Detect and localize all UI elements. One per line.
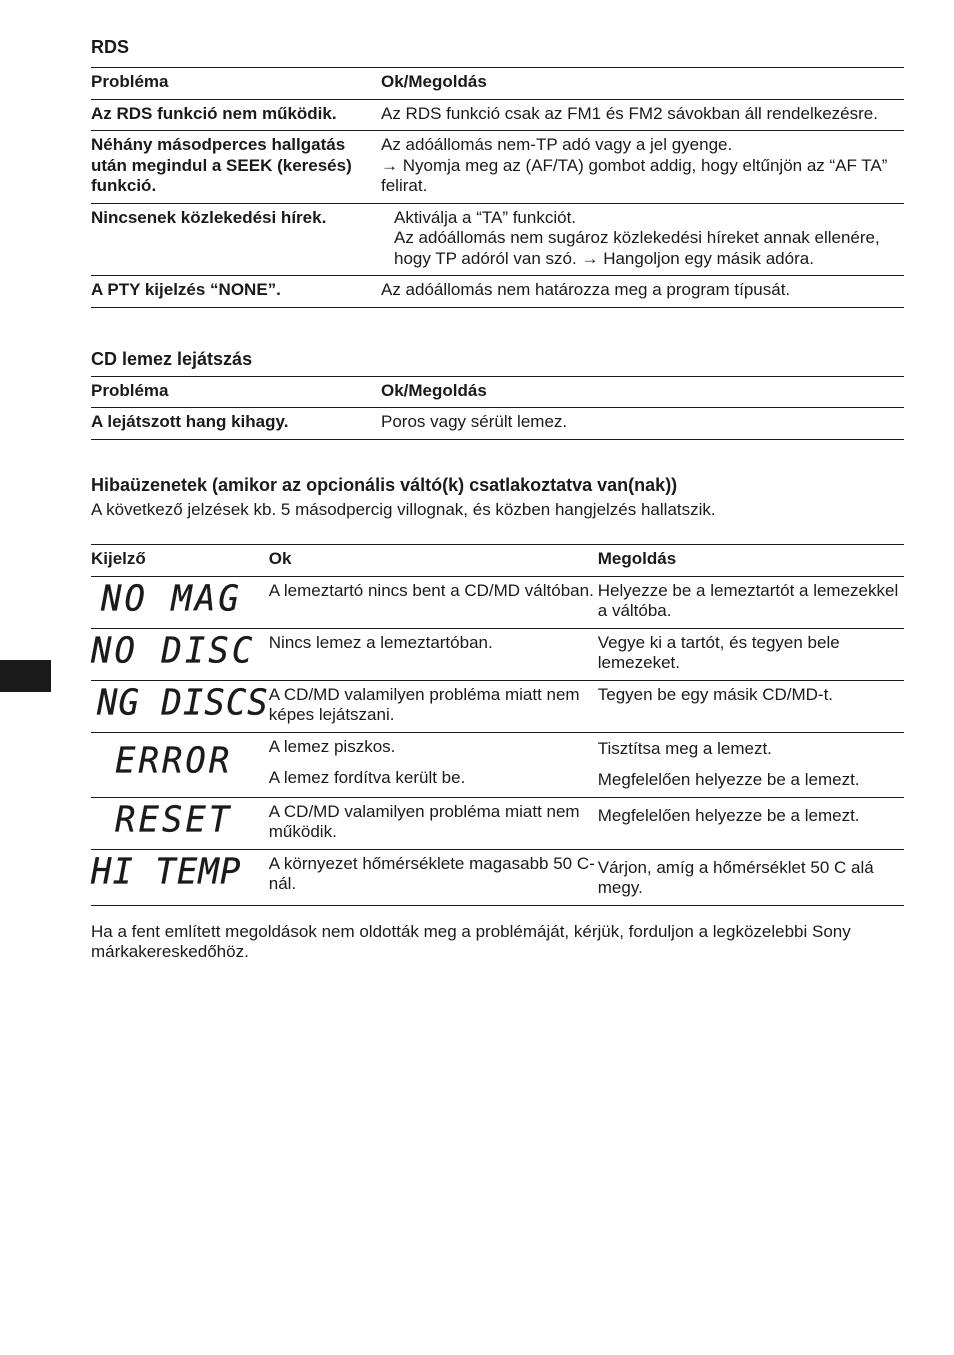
solution-cell: Poros vagy sérült lemez.: [381, 412, 568, 431]
cd-header-solution: Ok/Megoldás: [381, 380, 487, 400]
display-cell: [91, 628, 269, 680]
lcd-display-text: NG DISCS: [97, 681, 269, 724]
lcd-display-text: ERROR: [115, 739, 233, 782]
errors-table: [91, 544, 904, 906]
problem-cell: Néhány másodperces hallgatás után megindul a SEEK (keresés) funkció.: [91, 135, 352, 195]
errors-header-cause: Ok: [268, 549, 292, 568]
cd-section-title: CD lemez lejátszás: [91, 348, 253, 369]
problem-cell: Az RDS funkció nem működik.: [91, 103, 337, 123]
solution-cell: Helyezze be a lemeztartót a lemezekkel a váltóba.: [597, 580, 899, 620]
page-content: [91, 36, 904, 963]
cause-text: A lemez fordítva került be.: [268, 768, 466, 787]
table-row: [91, 628, 904, 680]
table-row: [91, 131, 904, 204]
table-row: [91, 576, 904, 628]
table-row: [91, 732, 904, 797]
rds-header-problem: Probléma: [91, 72, 169, 91]
errors-table-header: [91, 545, 904, 577]
problem-cell: A lejátszott hang kihagy.: [91, 412, 289, 431]
solution-cell: [598, 732, 904, 797]
arrow-icon: →: [581, 248, 599, 268]
table-row: [91, 797, 904, 849]
solution-cell: [381, 203, 904, 276]
table-row: [91, 408, 904, 440]
cause-cell: A CD/MD valamilyen probléma miatt nem működik.: [268, 801, 580, 841]
problem-cell: Nincsenek közlekedési hírek.: [91, 207, 327, 227]
cause-cell: A lemeztartó nincs bent a CD/MD váltóban.: [268, 580, 594, 600]
solution-cell: Megfelelően helyezze be a lemezt.: [597, 805, 860, 825]
cd-table: [91, 376, 904, 440]
solution-cell: Vegye ki a tartót, és tegyen bele lemezeket.: [597, 632, 840, 672]
table-row: [91, 849, 904, 905]
table-row: [91, 680, 904, 732]
cause-cell: A környezet hőmérséklete magasabb 50 C-nál.: [268, 853, 595, 893]
lcd-display-text: NO MAG: [101, 577, 242, 620]
solution-cell: [381, 131, 904, 204]
rds-section-title: RDS: [91, 37, 130, 57]
problem-cell: A PTY kijelzés “NONE”.: [91, 280, 281, 299]
solution-cell: Várjon, amíg a hőmérséklet 50 C alá megy.: [597, 857, 874, 897]
solution-text: Nyomja meg az (AF/TA) gombot addig, hogy eltűnjön az “AF TA” felirat.: [381, 155, 888, 195]
errors-intro: A következő jelzések kb. 5 másodpercig villognak, és közben hangjelzés hallatszik.: [91, 499, 716, 519]
solution-text: Tisztítsa meg a lemezt.: [597, 738, 772, 758]
solution-text: Az adóállomás nem sugároz közlekedési híreket annak ellenére, hogy TP adóról van szó.: [394, 228, 880, 268]
cause-text: A lemez piszkos.: [268, 736, 396, 756]
solution-text: Hangoljon egy másik adóra.: [603, 248, 814, 268]
page-side-tab: [0, 660, 51, 692]
rds-table: [91, 67, 904, 308]
solution-cell: Az adóállomás nem határozza meg a program típusát.: [381, 280, 791, 299]
display-cell: [91, 732, 269, 797]
errors-header-solution: Megoldás: [597, 549, 677, 568]
solution-text: Aktiválja a “TA” funkciót.: [394, 207, 577, 227]
errors-section-title: Hibaüzenetek (amikor az opcionális váltó(k) csatlakoztatva van(nak)): [91, 474, 678, 495]
display-cell: [91, 680, 269, 732]
solution-text: Az adóállomás nem-TP adó vagy a jel gyenge.: [381, 135, 733, 154]
rds-table-header: [91, 68, 904, 100]
table-row: [91, 276, 904, 308]
table-row: [91, 203, 904, 276]
cd-table-header: [91, 376, 904, 408]
table-row: [91, 99, 904, 131]
display-cell: [91, 797, 269, 849]
lcd-display-text: RESET: [115, 798, 233, 841]
display-cell: [91, 576, 269, 628]
arrow-icon: →: [381, 155, 398, 175]
solution-cell: Az RDS funkció csak az FM1 és FM2 sávokban áll rendelkezésre.: [381, 103, 878, 123]
solution-cell: Tegyen be egy másik CD/MD-t.: [597, 684, 834, 704]
cause-cell: [269, 732, 598, 797]
display-cell: [91, 849, 269, 905]
lcd-display-text: NO DISC: [91, 629, 256, 672]
rds-header-solution: Ok/Megoldás: [381, 72, 487, 91]
footer-note: Ha a fent említett megoldások nem oldották meg a problémáját, kérjük, forduljon a legközelebbi Sony márkakereskedőhöz.: [91, 921, 851, 961]
lcd-display-text: HI TEMP: [91, 850, 242, 893]
errors-header-display: Kijelző: [91, 549, 146, 568]
cause-cell: Nincs lemez a lemeztartóban.: [268, 632, 493, 652]
cd-header-problem: Probléma: [91, 380, 169, 400]
cause-cell: A CD/MD valamilyen probléma miatt nem képes lejátszani.: [268, 684, 580, 724]
solution-text: Megfelelően helyezze be a lemezt.: [597, 770, 860, 789]
